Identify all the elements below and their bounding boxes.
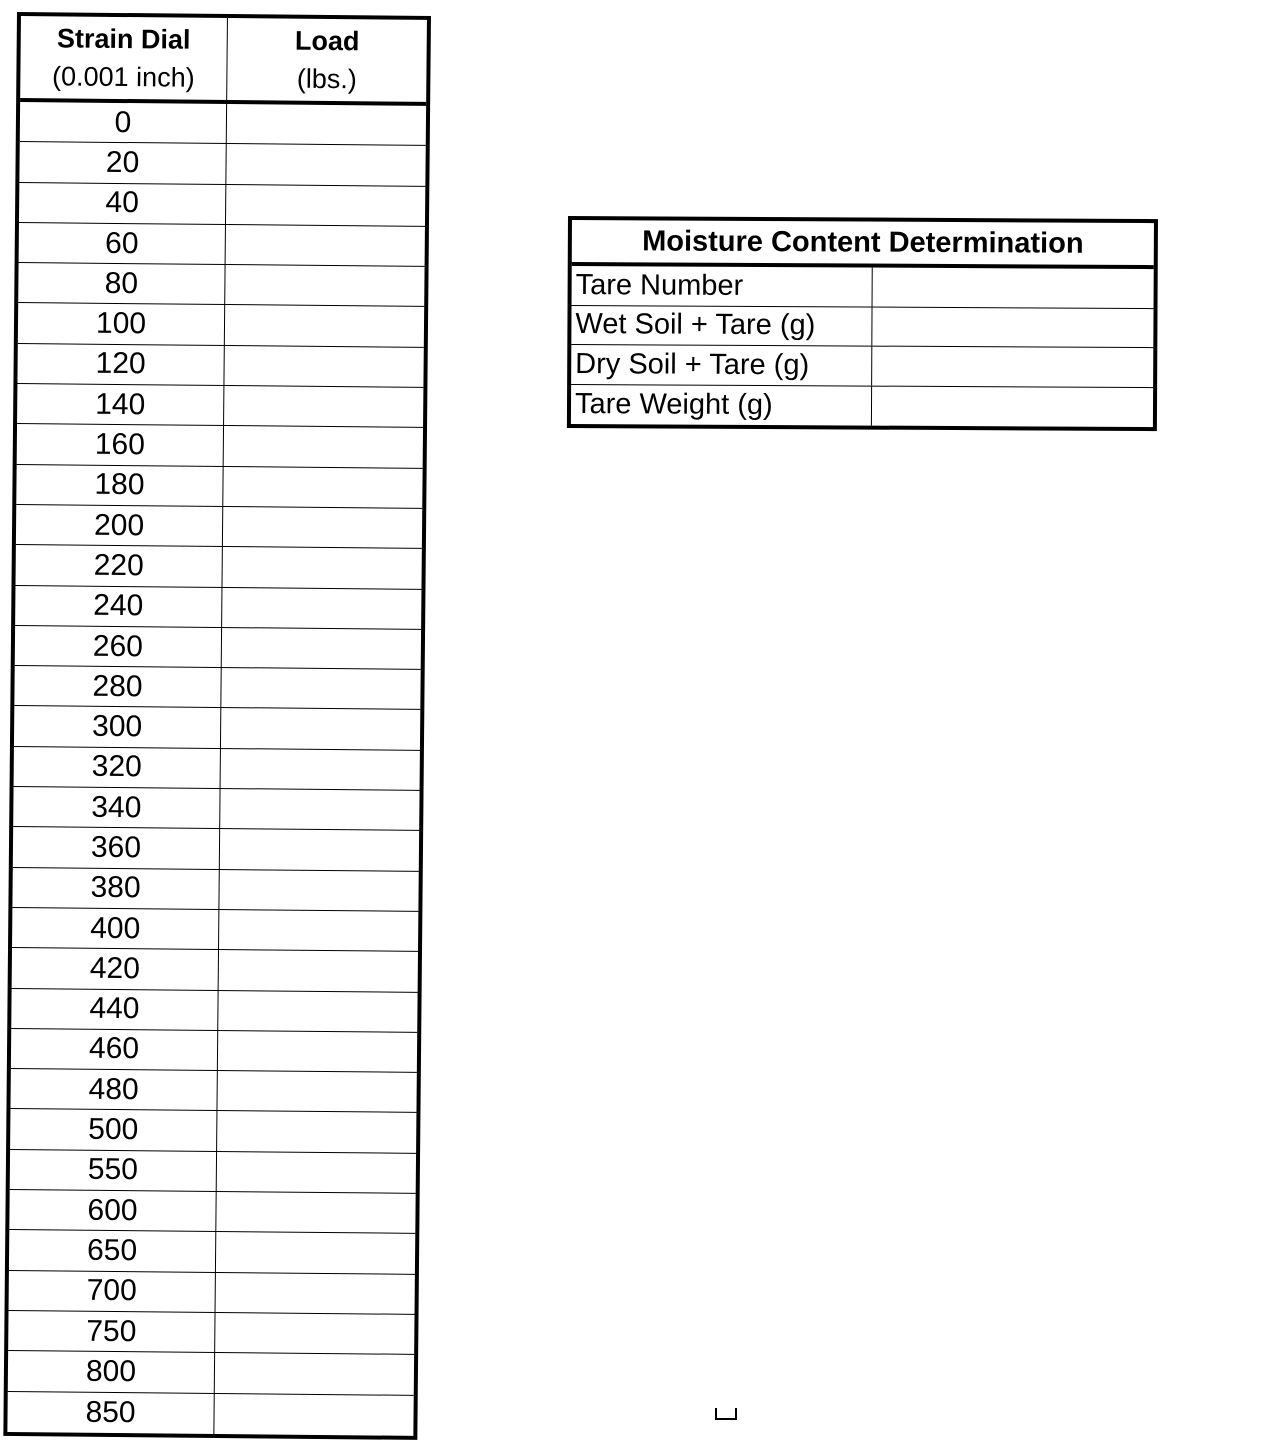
strain-load-table xyxy=(3,12,431,1440)
moisture-row-label: Dry Soil + Tare (g) xyxy=(571,345,872,385)
load-value-cell[interactable] xyxy=(219,950,418,991)
strain-dial-value: 380 xyxy=(12,868,219,909)
strain-dial-value: 0 xyxy=(20,102,227,143)
table-row xyxy=(14,747,420,791)
strain-table-header xyxy=(20,16,427,106)
load-header xyxy=(227,18,427,102)
table-row xyxy=(13,827,419,871)
table-row xyxy=(12,908,418,952)
strain-dial-value: 40 xyxy=(19,183,226,224)
table-row xyxy=(17,384,423,428)
table-row xyxy=(15,545,421,589)
load-value-cell[interactable] xyxy=(214,1393,413,1435)
strain-dial-value: 800 xyxy=(8,1351,215,1392)
load-value-cell[interactable] xyxy=(218,991,417,1032)
strain-dial-value: 400 xyxy=(12,908,219,949)
table-row xyxy=(16,505,422,549)
strain-dial-value: 420 xyxy=(12,948,219,989)
table-row xyxy=(9,1271,415,1315)
load-value-cell[interactable] xyxy=(220,789,419,830)
strain-dial-value: 320 xyxy=(14,747,221,788)
table-row xyxy=(571,306,1153,349)
strain-dial-value: 500 xyxy=(10,1109,217,1150)
load-value-cell[interactable] xyxy=(216,1192,415,1233)
strain-dial-value: 260 xyxy=(15,626,222,667)
load-value-cell[interactable] xyxy=(226,185,425,226)
load-value-cell[interactable] xyxy=(216,1232,415,1273)
strain-dial-value: 60 xyxy=(19,223,226,264)
table-row xyxy=(8,1351,414,1395)
table-row xyxy=(20,102,426,146)
strain-dial-value: 650 xyxy=(9,1230,216,1271)
load-value-cell[interactable] xyxy=(217,1152,416,1193)
moisture-value-cell[interactable] xyxy=(872,347,1153,387)
table-row xyxy=(15,626,421,670)
load-value-cell[interactable] xyxy=(218,1031,417,1072)
load-value-cell[interactable] xyxy=(224,346,423,387)
strain-dial-value: 460 xyxy=(11,1029,218,1070)
load-value-cell[interactable] xyxy=(225,305,424,346)
table-row xyxy=(12,948,418,992)
table-row xyxy=(16,465,422,509)
strain-dial-value: 480 xyxy=(10,1069,217,1110)
strain-dial-value: 20 xyxy=(19,142,226,183)
load-value-cell[interactable] xyxy=(217,1111,416,1152)
table-row xyxy=(9,1230,415,1274)
load-value-cell[interactable] xyxy=(219,870,418,911)
table-row xyxy=(571,385,1153,428)
table-row xyxy=(17,424,423,468)
strain-dial-value: 180 xyxy=(16,465,223,506)
moisture-value-cell[interactable] xyxy=(872,386,1153,427)
load-value-cell[interactable] xyxy=(219,910,418,951)
table-row xyxy=(14,666,420,710)
strain-dial-value: 750 xyxy=(8,1311,215,1352)
strain-dial-value: 440 xyxy=(11,989,218,1030)
moisture-row-label: Wet Soil + Tare (g) xyxy=(571,306,872,346)
load-value-cell[interactable] xyxy=(223,467,422,508)
strain-dial-value: 850 xyxy=(7,1391,214,1433)
strain-dial-value: 340 xyxy=(13,787,220,828)
table-row xyxy=(8,1311,414,1355)
table-row xyxy=(10,1069,416,1113)
load-value-cell[interactable] xyxy=(226,144,425,185)
strain-dial-value: 120 xyxy=(17,344,224,385)
moisture-table-body xyxy=(571,266,1154,427)
strain-table-body xyxy=(7,102,426,1436)
strain-dial-value: 140 xyxy=(17,384,224,425)
load-value-cell[interactable] xyxy=(217,1071,416,1112)
strain-dial-value: 600 xyxy=(9,1190,216,1231)
strain-dial-header xyxy=(20,16,228,100)
strain-dial-value: 360 xyxy=(13,827,220,868)
strain-dial-value: 200 xyxy=(16,505,223,546)
load-unit: (lbs.) xyxy=(296,63,358,95)
strain-dial-value: 100 xyxy=(18,304,225,345)
table-row xyxy=(572,266,1154,309)
strain-dial-value: 280 xyxy=(14,666,221,707)
load-value-cell[interactable] xyxy=(224,386,423,427)
strain-dial-value: 80 xyxy=(18,263,225,304)
strain-dial-title: Strain Dial xyxy=(56,23,191,55)
bracket-mark xyxy=(715,1408,737,1420)
table-row xyxy=(14,706,420,750)
load-value-cell[interactable] xyxy=(221,668,420,709)
strain-dial-value: 160 xyxy=(17,424,224,465)
moisture-value-cell[interactable] xyxy=(873,268,1154,308)
load-value-cell[interactable] xyxy=(221,708,420,749)
load-value-cell[interactable] xyxy=(222,588,421,629)
moisture-table-title: Moisture Content Determination xyxy=(572,220,1154,269)
table-row xyxy=(18,304,424,348)
table-row xyxy=(10,1150,416,1194)
table-row xyxy=(19,142,425,186)
table-row xyxy=(9,1190,415,1234)
load-value-cell[interactable] xyxy=(221,749,420,790)
strain-dial-value: 220 xyxy=(16,545,223,586)
load-value-cell[interactable] xyxy=(223,507,422,548)
strain-dial-value: 240 xyxy=(15,586,222,627)
moisture-row-label: Tare Number xyxy=(572,266,873,306)
load-value-cell[interactable] xyxy=(215,1313,414,1354)
table-row xyxy=(12,868,418,912)
moisture-content-table xyxy=(567,216,1158,431)
load-value-cell[interactable] xyxy=(220,829,419,870)
table-row xyxy=(571,345,1153,388)
strain-dial-value: 550 xyxy=(10,1150,217,1191)
load-value-cell[interactable] xyxy=(226,225,425,266)
load-value-cell[interactable] xyxy=(222,547,421,588)
table-row xyxy=(15,586,421,630)
load-value-cell[interactable] xyxy=(227,104,426,145)
moisture-value-cell[interactable] xyxy=(872,307,1153,347)
table-row xyxy=(7,1391,413,1435)
table-row xyxy=(18,263,424,307)
load-value-cell[interactable] xyxy=(222,628,421,669)
strain-dial-unit: (0.001 inch) xyxy=(51,61,195,93)
strain-dial-value: 700 xyxy=(9,1271,216,1312)
load-value-cell[interactable] xyxy=(215,1353,414,1394)
table-row xyxy=(11,989,417,1033)
moisture-row-label: Tare Weight (g) xyxy=(571,385,872,426)
table-row xyxy=(13,787,419,831)
load-value-cell[interactable] xyxy=(216,1273,415,1314)
table-row xyxy=(19,223,425,267)
strain-dial-value: 300 xyxy=(14,706,221,747)
load-value-cell[interactable] xyxy=(225,265,424,306)
table-row xyxy=(11,1029,417,1073)
load-title: Load xyxy=(294,25,360,57)
load-value-cell[interactable] xyxy=(224,426,423,467)
table-row xyxy=(17,344,423,388)
table-row xyxy=(10,1109,416,1153)
table-row xyxy=(19,183,425,227)
